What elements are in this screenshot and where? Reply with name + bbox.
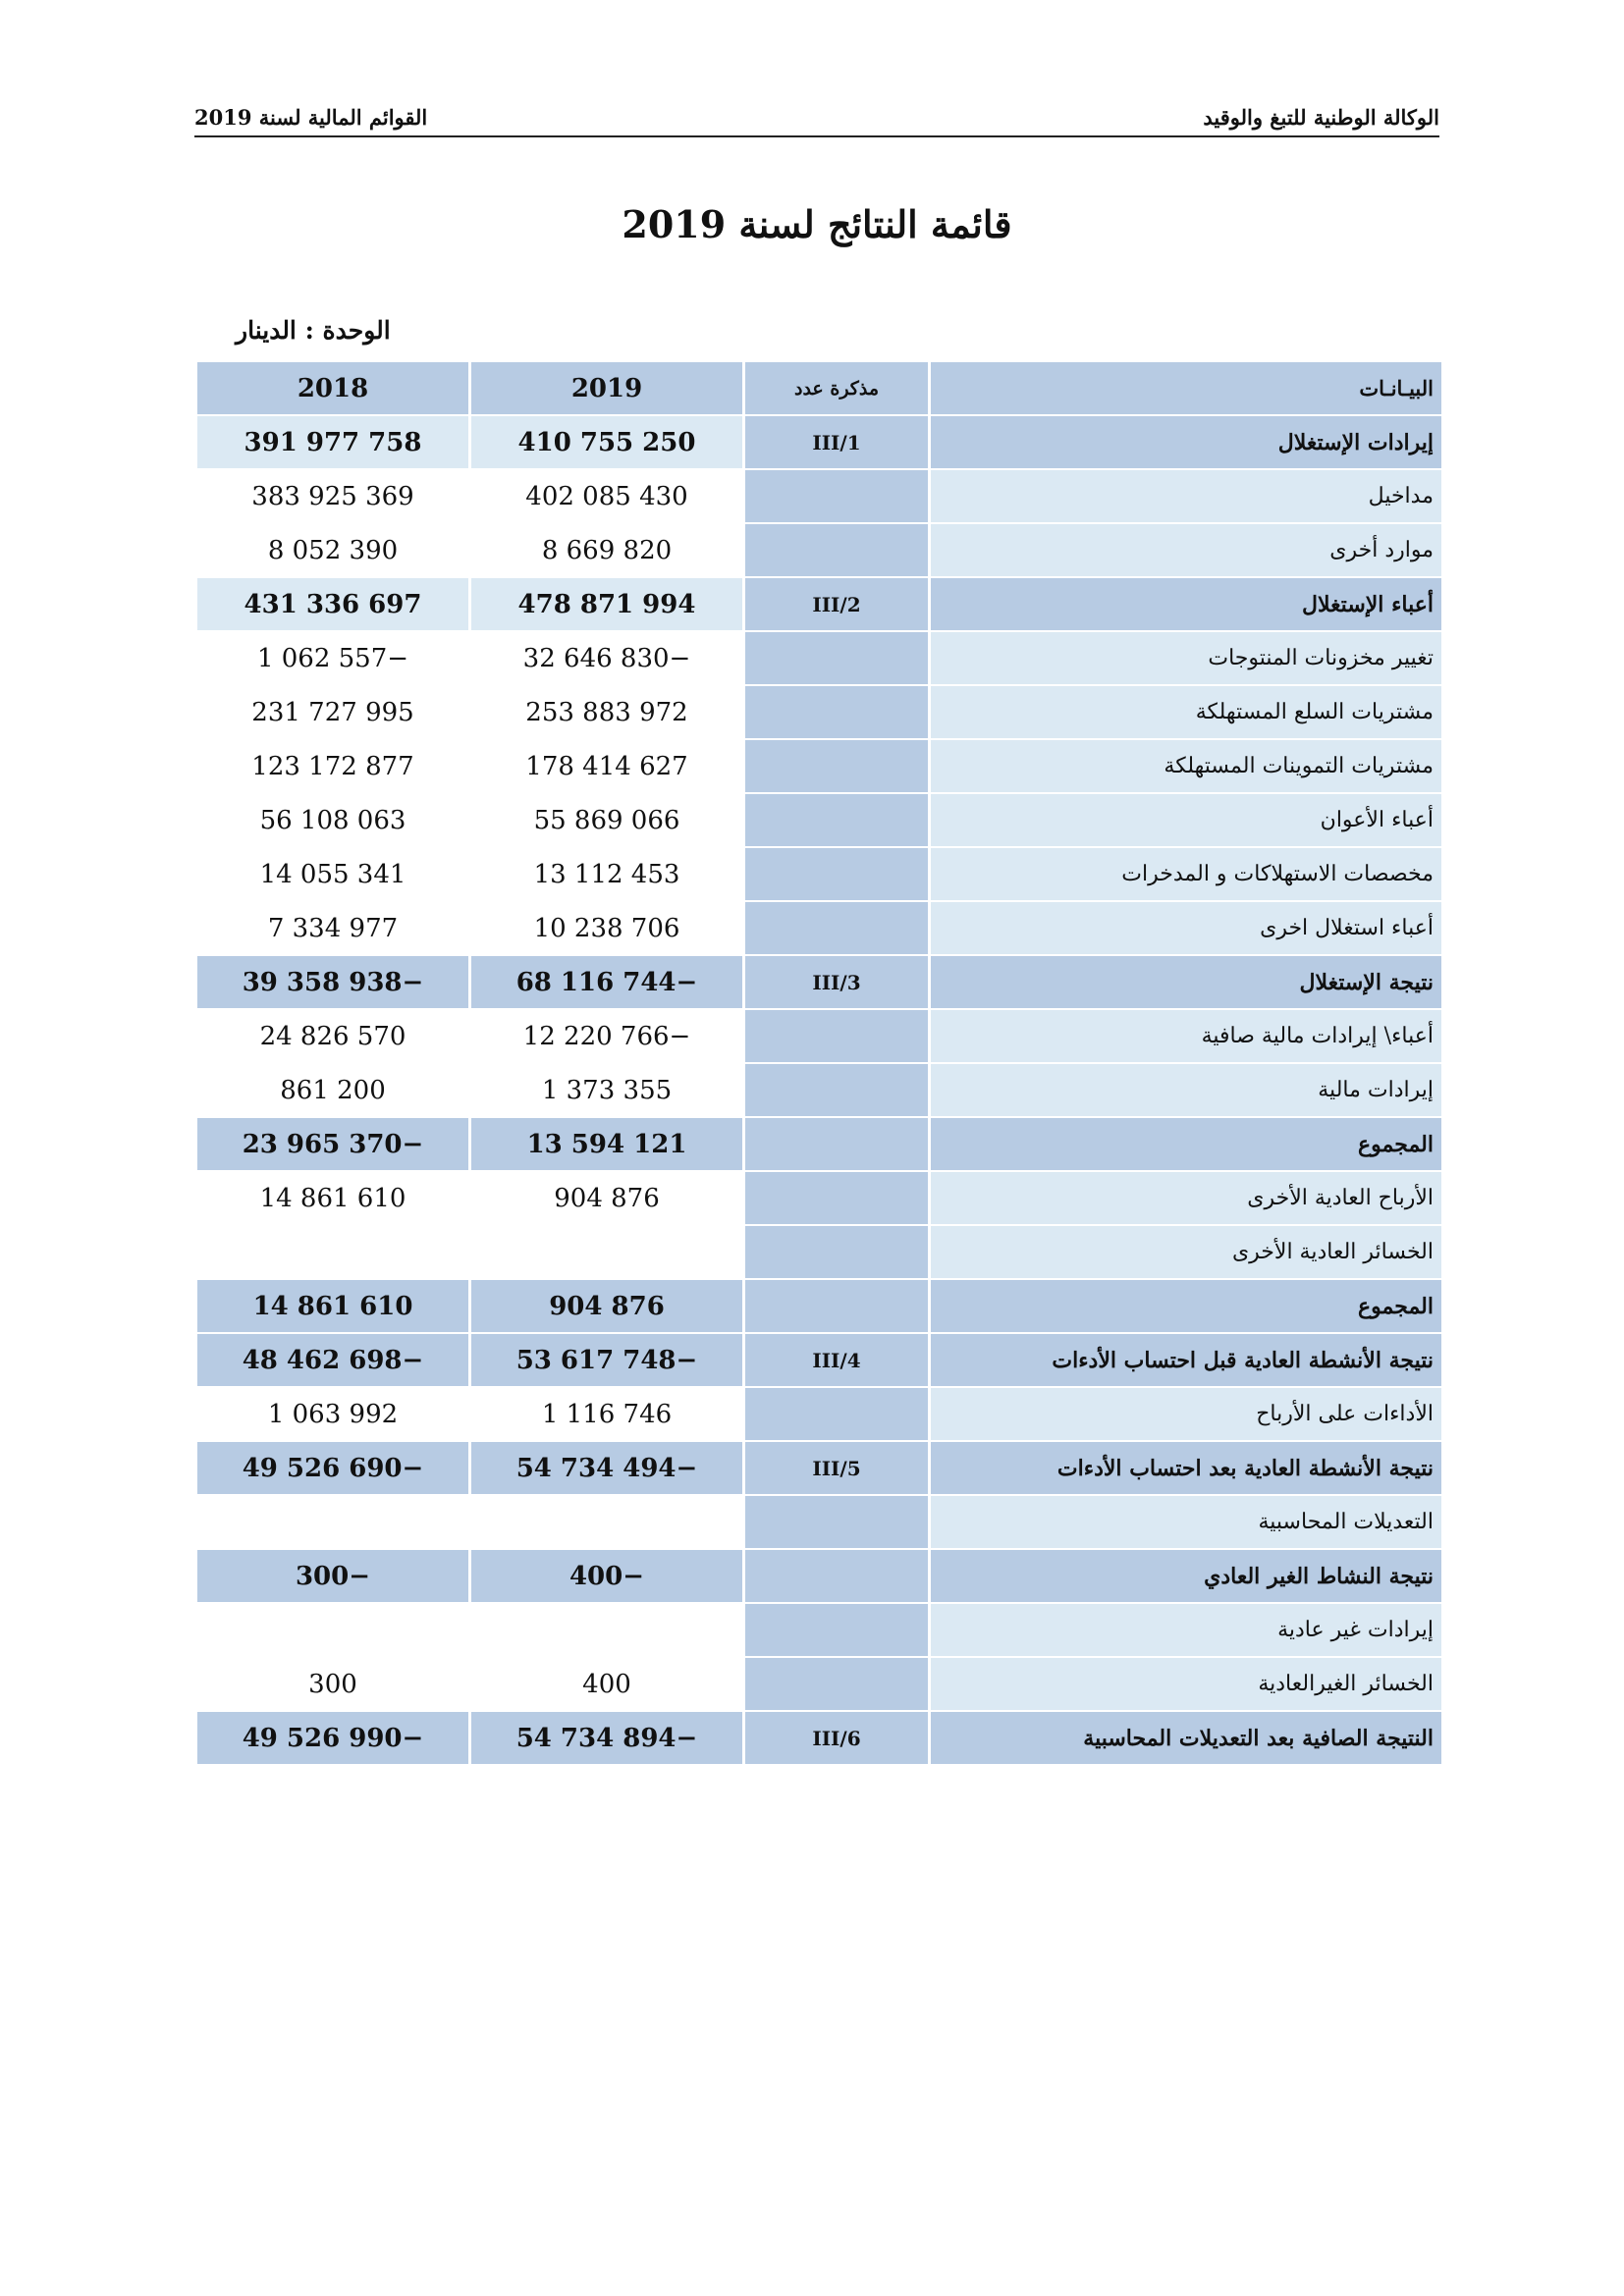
column-header-label: البيـانـات — [931, 362, 1441, 414]
income-statement-table — [194, 360, 1444, 1766]
row-note: III/1 — [812, 430, 861, 454]
table-body — [197, 416, 1441, 1764]
table-row — [197, 848, 1441, 900]
row-value-2018: 231 727 995 — [251, 697, 414, 727]
row-value-2019: 54 734 494− — [515, 1453, 698, 1483]
row-value-2018: 14 055 341 — [259, 859, 406, 889]
row-value-2018: 300 — [308, 1669, 357, 1699]
row-label: المجموع — [1358, 1293, 1434, 1319]
row-label: نتيجة الأنشطة العادية بعد احتساب الأدءات — [1056, 1455, 1434, 1481]
row-label: مشتريات التموينات المستهلكة — [1164, 754, 1434, 778]
table-row — [197, 1118, 1441, 1170]
row-note: III/3 — [812, 970, 861, 994]
row-label: إيرادات غير عادية — [1277, 1618, 1434, 1642]
row-note: III/2 — [812, 592, 861, 616]
table-row — [197, 686, 1441, 738]
row-label: نتيجة الأنشطة العادية قبل احتساب الأدءات — [1052, 1347, 1434, 1373]
row-label: مشتريات السلع المستهلكة — [1195, 700, 1434, 724]
row-value-2018: 861 200 — [280, 1075, 386, 1105]
page-title: قائمة النتائج لسنة 2019 — [622, 202, 1012, 246]
table-row — [197, 1334, 1441, 1386]
row-value-2018: 300− — [295, 1561, 371, 1591]
table-row — [197, 1712, 1441, 1764]
column-header-2018: 2018 — [197, 362, 468, 414]
row-value-2019: 10 238 706 — [533, 913, 680, 943]
row-value-2019: 400− — [568, 1561, 645, 1591]
row-label: الأرباح العادية الأخرى — [1247, 1186, 1434, 1210]
row-label: أعباء الإستغلال — [1301, 591, 1434, 617]
row-value-2019: 32 646 830− — [522, 643, 691, 673]
table-row — [197, 1658, 1441, 1710]
table-row — [197, 1550, 1441, 1602]
table-row — [197, 1064, 1441, 1116]
row-value-2019: 54 734 894− — [515, 1723, 698, 1753]
row-label: الأداءات على الأرباح — [1256, 1402, 1434, 1426]
row-label: الخسائر الغيرالعادية — [1258, 1672, 1434, 1696]
row-label: المجموع — [1358, 1131, 1434, 1157]
page-header — [194, 98, 1439, 137]
header-document-title: القوائم المالية لسنة 2019 — [194, 105, 428, 130]
row-value-2019: 13 112 453 — [533, 859, 680, 889]
row-label: نتيجة النشاط الغير العادي — [1204, 1563, 1434, 1589]
row-value-2019: 1 373 355 — [541, 1075, 673, 1105]
row-value-2018: 39 358 938− — [242, 967, 424, 997]
row-label: تغيير مخزونات المنتوجات — [1208, 646, 1434, 670]
row-value-2019: 13 594 121 — [526, 1129, 687, 1159]
table-row — [197, 470, 1441, 522]
row-value-2019: 402 085 430 — [525, 481, 688, 511]
row-value-2019: 410 755 250 — [517, 427, 696, 457]
row-label: أعباء استغلال اخرى — [1260, 916, 1434, 940]
row-label: نتيجة الإستغلال — [1299, 969, 1434, 995]
row-value-2018: 391 977 758 — [244, 427, 422, 457]
row-value-2018: 48 462 698− — [242, 1345, 424, 1375]
table-row — [197, 956, 1441, 1008]
table-row — [197, 1010, 1441, 1062]
table-row — [197, 1442, 1441, 1494]
row-value-2018: 14 861 610 — [259, 1183, 406, 1213]
row-value-2018: 49 526 690− — [242, 1453, 424, 1483]
table-row — [197, 902, 1441, 954]
table-row — [197, 794, 1441, 846]
column-header-note: مذكرة عدد — [745, 362, 928, 414]
table-row — [197, 1388, 1441, 1440]
row-label: إيرادات الإستغلال — [1277, 429, 1434, 455]
row-note: III/6 — [812, 1726, 861, 1750]
row-label: أعباء\ إيرادات مالية صافية — [1201, 1024, 1434, 1048]
row-label: إيرادات مالية — [1318, 1078, 1434, 1102]
row-value-2018: 49 526 990− — [242, 1723, 424, 1753]
row-value-2019: 53 617 748− — [515, 1345, 698, 1375]
currency-unit: الوحدة : الدينار — [236, 316, 391, 345]
row-label: مداخيل — [1368, 484, 1434, 508]
row-value-2018: 1 063 992 — [267, 1399, 399, 1429]
row-value-2019: 478 871 994 — [517, 589, 696, 619]
table-row — [197, 632, 1441, 684]
table-row — [197, 740, 1441, 792]
row-note: III/5 — [812, 1456, 861, 1480]
row-value-2018: 14 861 610 — [252, 1291, 413, 1321]
table-row — [197, 416, 1441, 468]
row-value-2019: 400 — [582, 1669, 631, 1699]
row-label: أعباء الأعوان — [1320, 808, 1434, 832]
table-row — [197, 1496, 1441, 1548]
row-value-2018: 23 965 370− — [242, 1129, 424, 1159]
row-value-2019: 8 669 820 — [541, 535, 673, 565]
header-organization: الوكالة الوطنية للتبغ والوقيد — [1203, 105, 1439, 130]
row-value-2019: 12 220 766− — [522, 1021, 691, 1051]
table-header-row — [197, 362, 1441, 414]
row-label: الخسائر العادية الأخرى — [1231, 1240, 1434, 1264]
row-value-2018: 1 062 557− — [256, 643, 409, 673]
row-label: موارد أخرى — [1329, 538, 1434, 562]
row-note: III/4 — [812, 1348, 861, 1372]
row-value-2018: 24 826 570 — [259, 1021, 406, 1051]
table-row — [197, 1226, 1441, 1278]
row-value-2018: 7 334 977 — [267, 913, 399, 943]
row-label: النتيجة الصافية بعد التعديلات المحاسبية — [1083, 1725, 1434, 1751]
row-value-2019: 178 414 627 — [525, 751, 688, 781]
row-value-2018: 383 925 369 — [251, 481, 414, 511]
row-value-2019: 68 116 744− — [515, 967, 698, 997]
row-label: التعديلات المحاسبية — [1258, 1510, 1434, 1534]
row-value-2018: 56 108 063 — [259, 805, 406, 835]
row-value-2018: 123 172 877 — [251, 751, 414, 781]
table-row — [197, 1280, 1441, 1332]
row-value-2018: 8 052 390 — [267, 535, 399, 565]
table-row — [197, 524, 1441, 576]
row-label: مخصصات الاستهلاكات و المدخرات — [1121, 862, 1434, 886]
column-header-2019: 2019 — [471, 362, 742, 414]
table-row — [197, 1172, 1441, 1224]
row-value-2019: 904 876 — [554, 1183, 660, 1213]
row-value-2019: 1 116 746 — [541, 1399, 673, 1429]
row-value-2018: 431 336 697 — [244, 589, 422, 619]
row-value-2019: 55 869 066 — [533, 805, 680, 835]
table-row — [197, 1604, 1441, 1656]
row-value-2019: 904 876 — [549, 1291, 665, 1321]
table-row — [197, 578, 1441, 630]
row-value-2019: 253 883 972 — [525, 697, 688, 727]
